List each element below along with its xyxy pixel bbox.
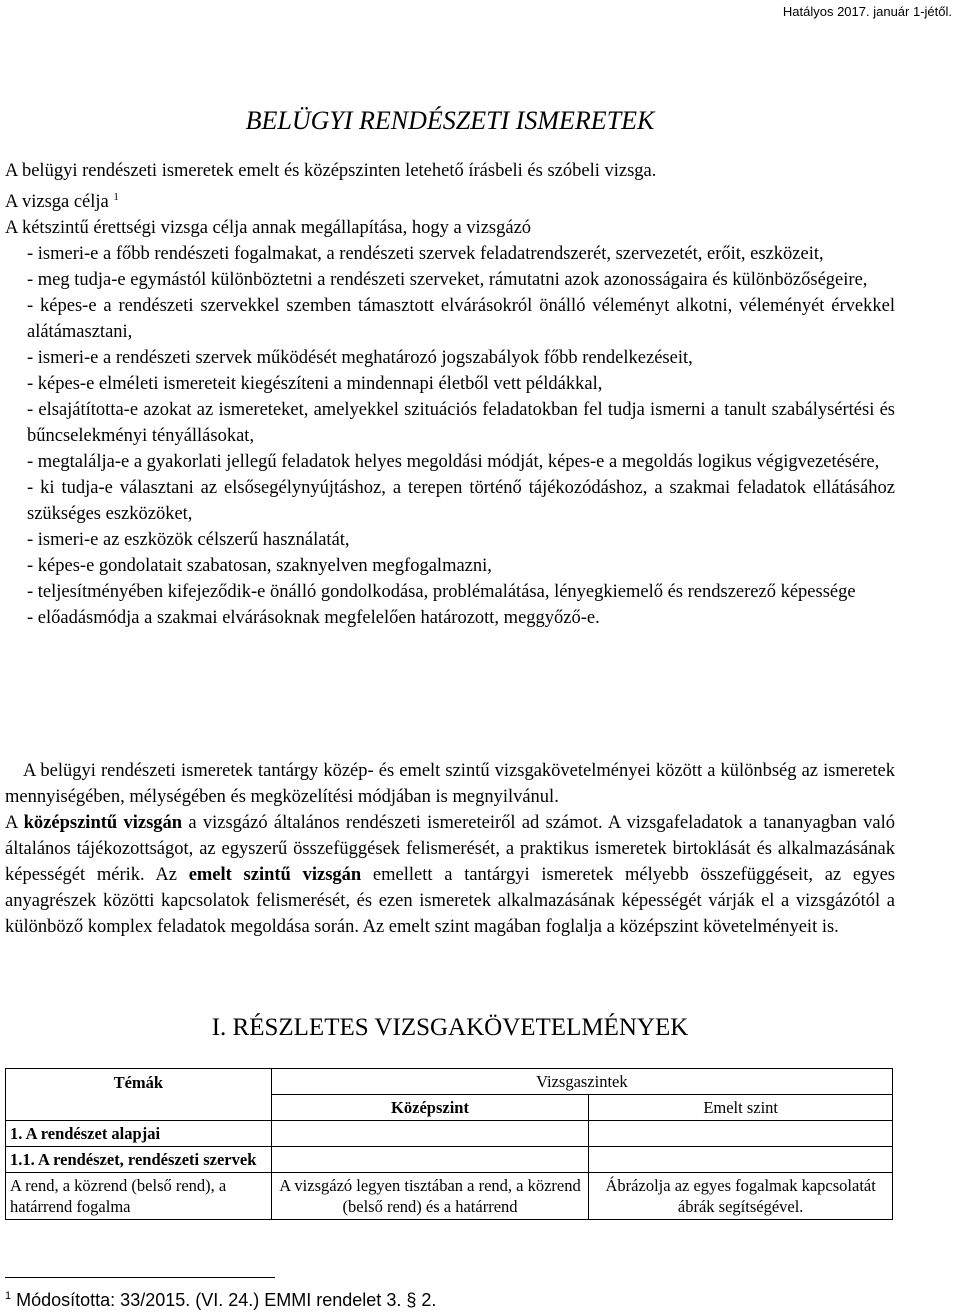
table-row-topic: 1.1. A rendészet, rendészeti szervek [6, 1147, 272, 1173]
goal-heading: A vizsga célja $^1$ [5, 191, 119, 213]
footnote-divider [5, 1277, 275, 1278]
goal-intro: A kétszintű érettségi vizsga célja annak megállapítása, hogy a vizsgázó [5, 218, 532, 239]
goal-bullet: - elsajátította-e azokat az ismereteket, amelyekkel szituációs feladatokban fel tudja ismerni a tanult szabálysértési és bűncselekményi tényállásokat, [27, 400, 895, 447]
table-row-topic: A rend, a közrend (belső rend), a határrend fogalma [6, 1173, 272, 1220]
footnote-ref: 1 [113, 191, 119, 203]
goal-bullet: - ismeri-e az eszközök célszerű használatát, [27, 530, 350, 551]
table-cell-empty [271, 1121, 589, 1147]
levels-section [5, 758, 895, 940]
table-cell-adv: Ábrázolja az egyes fogalmak kapcsolatát ábrák segítségével. [589, 1173, 893, 1220]
goal-bullet: - előadásmódja a szakmai elvárásoknak megfelelően határozott, meggyőző-e. [27, 608, 600, 629]
adv-level-term: emelt szintű vizsgán [188, 865, 362, 885]
document-title: BELÜGYI RENDÉSZETI ISMERETEK [245, 106, 655, 135]
mid-level-term: középszintű vizsgán [23, 813, 183, 833]
header-mid-level: Középszint [271, 1095, 589, 1121]
footnote-number: 1 [5, 1290, 12, 1302]
effective-date-note: Hatályos 2017. január 1-jétől. [782, 4, 952, 19]
goal-bullet: - ismeri-e a rendészeti szervek működését meghatározó jogszabályok főbb rendelkezéseit, [27, 348, 693, 369]
table-cell-empty [589, 1121, 893, 1147]
requirements-table [5, 1068, 893, 1220]
header-adv-level: Emelt szint [589, 1095, 893, 1121]
section-title: I. RÉSZLETES VIZSGAKÖVETELMÉNYEK [211, 1014, 689, 1041]
intro-section [5, 158, 895, 631]
goal-bullet: - képes-e elméleti ismereteit kiegészíteni a mindennapi életből vett példákkal, [27, 374, 603, 395]
footnote: $^1$ Módosította: 33/2015. (VI. 24.) EMMI rendelet 3. § 2. [5, 1290, 437, 1310]
goal-bullet: - megtalálja-e a gyakorlati jellegű feladatok helyes megoldási módját, képes-e a megoldás logikus végigvezetésére, [27, 452, 880, 473]
table-cell-mid: A vizsgázó legyen tisztában a rend, a közrend (belső rend) és a határrend [271, 1173, 589, 1220]
levels-paragraph: A belügyi rendészeti ismeretek tantárgy közép- és emelt szintű vizsgakövetelményei között a különbség az ismeretek mennyiségében, mélységében és megközelítési módjában is megnyilvánul. [5, 761, 895, 807]
goal-bullet: - ismeri-e a főbb rendészeti fogalmakat, a rendészeti szervek feladatrendszerét, szervezetét, erőit, eszközeit, [27, 244, 824, 265]
goal-bullet: - teljesítményében kifejeződik-e önálló gondolkodása, problémalátása, lényegkiemelő és rendszerező képessége [27, 582, 856, 603]
table-cell-empty [271, 1147, 589, 1173]
table-cell-empty [589, 1147, 893, 1173]
goal-bullet: - képes-e gondolatait szabatosan, szaknyelven megfogalmazni, [27, 556, 492, 577]
intro-line: A belügyi rendészeti ismeretek emelt és középszinten letehető írásbeli és szóbeli vizsga. [5, 161, 657, 181]
levels-description: A középszintű vizsgán a vizsgázó általános rendészeti ismereteiről ad számot. A vizsgafeladatok a tananyagban való általános tájékozottságot, az egyszerű összefüggések felismerését, a praktikus ismeretek birtoklását és alkalmazásának képességét mérik. Az emelt szintű vizsgán emellett a tantárgyi ismeretek mélyebb összefüggéseit, az egyes anyagrészek közötti kapcsolatok felismerését, és ezen ismeretek alkalmazásának képességét várják el a vizsgázótól a különböző komplex feladatok megoldása során. Az emelt szint magában foglalja a középszint követelményeit is. [5, 813, 895, 937]
goal-bullet: - meg tudja-e egymástól különböztetni a rendészeti szerveket, rámutatni azok azonosságaira és különbözőségeire, [27, 270, 868, 291]
goal-bullet: - ki tudja-e választani az elsősegélynyújtáshoz, a terepen történő tájékozódáshoz, a szakmai feladatok ellátásához szükséges eszközöket, [27, 478, 895, 525]
goal-bullet: - képes-e a rendészeti szervekkel szemben támasztott elvárásokról önálló véleményt alkotni, véleményét érvekkel alátámasztani, [27, 296, 895, 343]
header-levels: Vizsgaszintek [271, 1069, 892, 1095]
header-topics: Témák [6, 1069, 272, 1121]
table-row-topic: 1. A rendészet alapjai [6, 1121, 272, 1147]
